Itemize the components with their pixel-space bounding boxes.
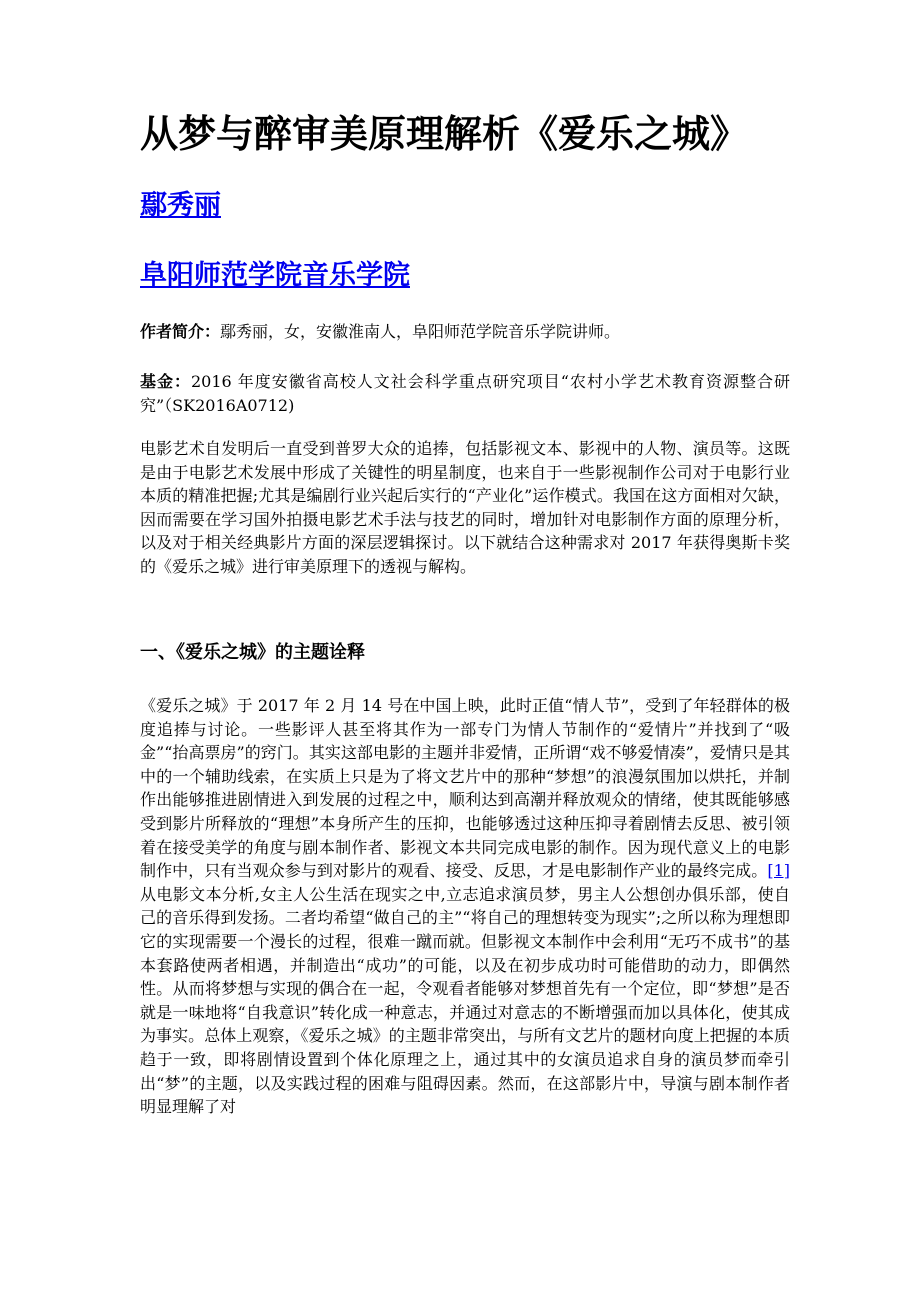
fund-label: 基金： (140, 372, 191, 391)
author-bio (140, 320, 790, 344)
fund-info (140, 370, 790, 417)
affiliation-link[interactable]: 阜阳师范学院音乐学院 (140, 260, 410, 291)
section-text-part1: 《爱乐之城》于 2017 年 2 月 14 号在中国上映，此时正值“情人节”，受到了年轻群体的极度追捧与讨论。一些影评人甚至将其作为一部专门为情人节制作的“爱情片”并找到了“吸金”“抬高票房”的窍门。其实这部电影的主题并非爱情，正所谓“戏不够爱情凑”，爱情只是其中的一个辅助线索，在实质上只是为了将文艺片中的那种“梦想”的浪漫氛围加以烘托，并制作出能够推进剧情进入到发展的过程之中，顺利达到高潮并释放观众的情绪，使其既能够感受到影片所释放的“理想”本身所产生的压抑，也能够透过这种压抑寻着剧情去反思、被引领着在接受美学的角度与剧本制作者、影视文本共同完成电影的制作。因为现代意义上的电影制作中，只有当观众参与到对影片的观看、接受、反思，才是电影制作产业的最终完成。 (140, 696, 790, 881)
author-bio-text: 鄢秀丽，女，安徽淮南人，阜阳师范学院音乐学院讲师。 (220, 322, 621, 341)
article-title: 从梦与醉审美原理解析《爱乐之城》 (140, 111, 749, 156)
author-link[interactable]: 鄢秀丽 (140, 190, 221, 221)
section-heading: 一、《爱乐之城》的主题诠释 (140, 642, 365, 663)
reference-link[interactable]: [1] (767, 861, 790, 881)
author-bio-label: 作者简介： (140, 322, 221, 341)
section-text-part2: 从电影文本分析,女主人公生活在现实之中,立志追求演员梦，男主人公想创办俱乐部，使自己的音乐得到发扬。二者均希望“做自己的主”“将自己的理想转变为现实”;之所以称为理想即它的实现需要一个漫长的过程，很难一蹴而就。但影视文本制作中会利用“无巧不成书”的基本套路使两者相遇，并制造出“成功”的可能，以及在初步成功时可能借助的动力，即偶然性。从而将梦想与实现的偶合在一起，令观看者能够对梦想首先有一个定位，即“梦想”是否就是一味地将“自我意识”转化成一种意志，并通过对意志的不断增强而加以具体化，使其成为事实。总体上观察，《爱乐之城》的主题非常突出，与所有文艺片的题材向度上把握的本质趋于一致，即将剧情设置到个体化原理之上，通过其中的女演员追求自身的演员梦而牵引出“梦”的主题，以及实践过程的困难与阻碍因素。然而，在这部影片中，导演与剧本制作者明显理解了对 (140, 884, 790, 1117)
section-paragraph (140, 694, 790, 1119)
intro-paragraph: 电影艺术自发明后一直受到普罗大众的追捧，包括影视文本、影视中的人物、演员等。这既是由于电影艺术发展中形成了关键性的明星制度，也来自于一些影视制作公司对于电影行业本质的精准把握;尤其是编剧行业兴起后实行的“产业化”运作模式。我国在这方面相对欠缺，因而需要在学习国外拍摄电影艺术手法与技艺的同时，增加针对电影制作方面的原理分析，以及对于相关经典影片方面的深层逻辑探讨。以下就结合这种需求对 2017 年获得奥斯卡奖的《爱乐之城》进行审美原理下的透视与解构。 (140, 439, 790, 576)
fund-text: 2016 年度安徽省高校人文社会科学重点研究项目“农村小学艺术教育资源整合研究”（SK2016A0712) (140, 372, 790, 415)
